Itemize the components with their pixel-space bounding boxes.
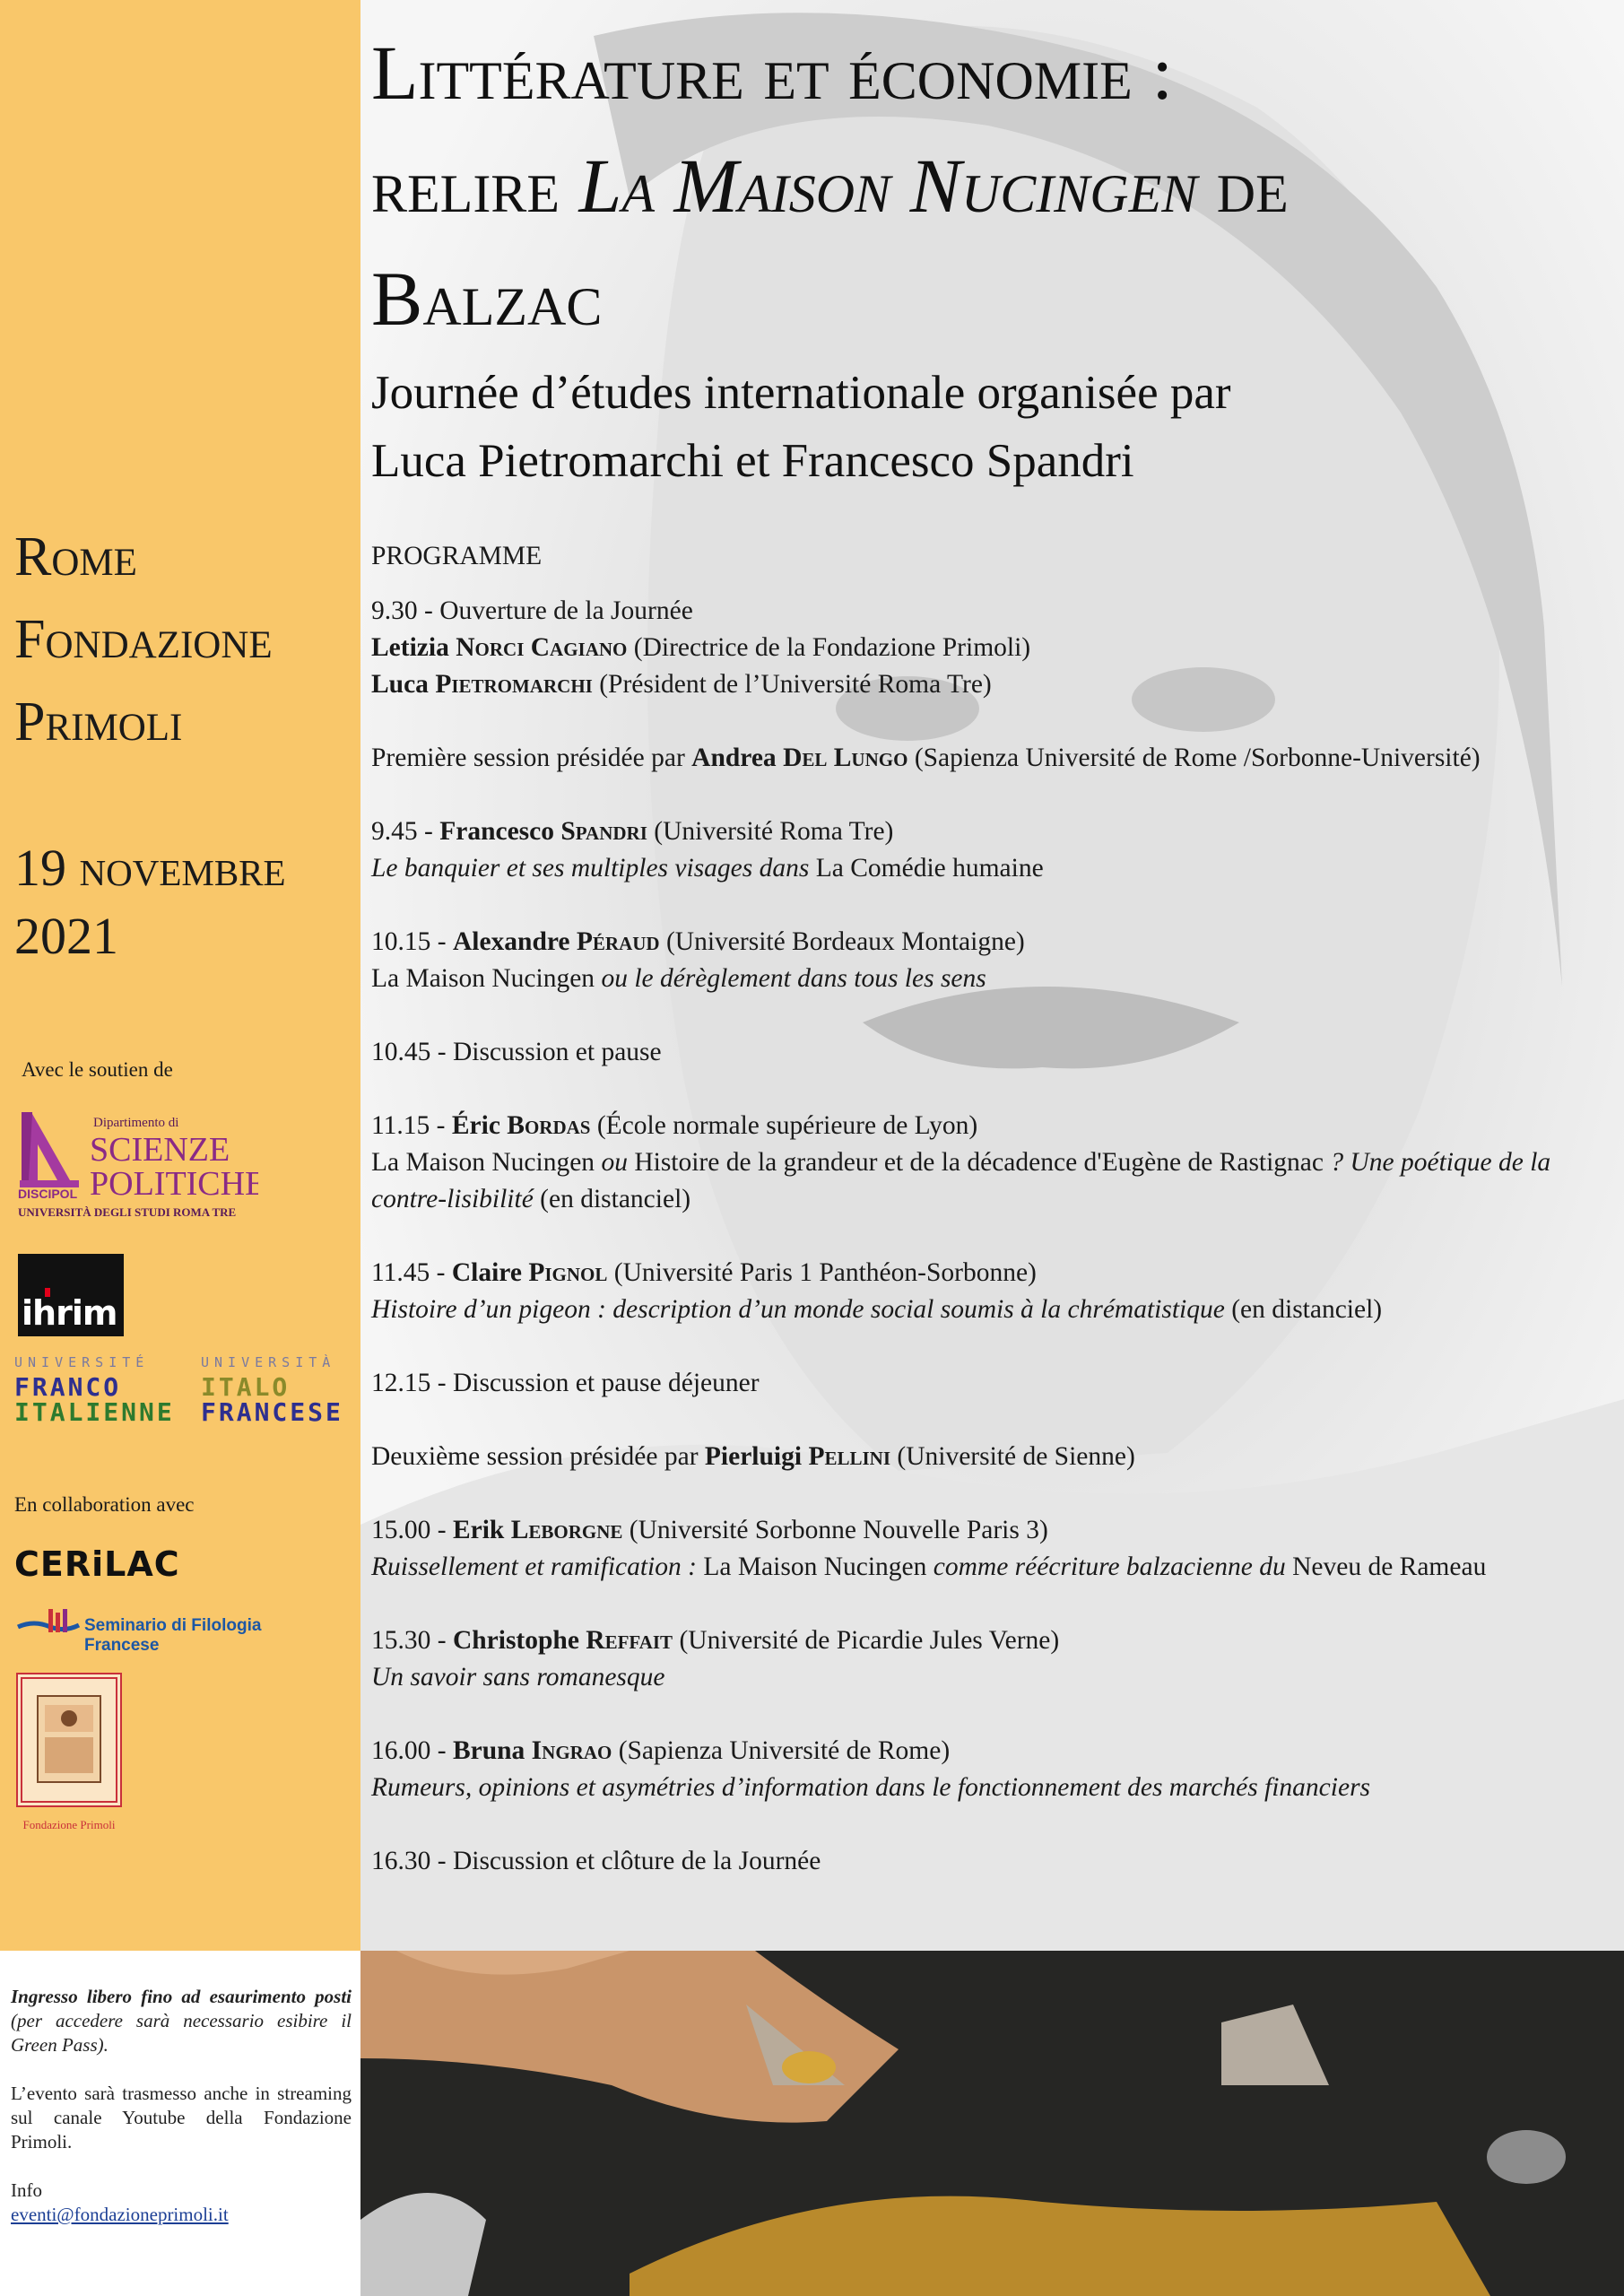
coins-painting [360, 1951, 1624, 2296]
speaker-first: Alexandre [452, 927, 577, 956]
talk-title: ou le dérèglement dans tous les sens [595, 964, 986, 993]
chair-last: Del Lungo [783, 744, 908, 772]
venue-line-2: Fondazione [14, 609, 273, 670]
session-label: Deuxième session présidée par [371, 1442, 705, 1471]
speaker-affiliation: (Université de Picardie Jules Verne) [673, 1626, 1060, 1655]
speaker-last: Pignol [528, 1258, 608, 1287]
logo-semfil-text: Seminario di Filologia Francese [84, 1616, 262, 1655]
speaker-last: Leborgne [510, 1516, 623, 1544]
closing-item: 16.30 - Discussion et clôture de la Journée [371, 1847, 821, 1875]
speaker-last: Pietromarchi [435, 670, 593, 699]
logo-ihrim-text: ihrim [22, 1293, 117, 1333]
talk-title: ou [595, 1148, 628, 1177]
green-pass-note: (per accedere sarà necessario esibire il Green Pass). [11, 2010, 352, 2056]
talk-time: 10.15 - [371, 927, 453, 956]
speaker-last: Norci Cagiano [456, 633, 628, 662]
speaker-affiliation: (Université Paris 1 Panthéon-Sorbonne) [607, 1258, 1037, 1287]
speaker-first: Christophe [452, 1626, 586, 1655]
session-1-header [371, 740, 1605, 777]
talk-title: La Maison Nucingen [371, 964, 595, 993]
page-title [371, 16, 1609, 355]
title-line-2-post: de [1197, 143, 1289, 229]
fondazione-primoli-logo [16, 1673, 122, 1831]
talk-item [371, 813, 1605, 887]
subtitle-line-1: Journée d’études internationale organisée par [371, 367, 1231, 419]
scienze-politiche-logo [16, 1109, 258, 1225]
title-line-2-pre: relire [371, 143, 579, 229]
chair-affiliation: (Sapienza Université de Rome /Sorbonne-Université) [908, 744, 1481, 772]
venue [14, 516, 273, 763]
logo-primoli-text: Fondazione Primoli [22, 1818, 116, 1831]
talk-time: 9.45 - [371, 817, 440, 846]
support-label: Avec le soutien de [22, 1058, 173, 1081]
talk-item [371, 1733, 1605, 1806]
talk-time: 16.00 - [371, 1736, 453, 1765]
speaker-affiliation: (Président de l’Université Roma Tre) [592, 670, 992, 699]
talk-time: 15.30 - [371, 1626, 453, 1655]
speaker-affiliation: (École normale supérieure de Lyon) [590, 1111, 978, 1140]
speaker-affiliation: (Directrice de la Fondazione Primoli) [627, 633, 1031, 662]
contact-email-link[interactable]: eventi@fondazioneprimoli.it [11, 2204, 229, 2225]
logo-ufi-small-left: UNIVERSITÉ [14, 1354, 150, 1370]
info-label: Info [11, 2179, 42, 2201]
talk-title: ? Une poétique de la contre-lisibilité [371, 1148, 1551, 1213]
programme [371, 538, 1605, 1917]
talk-item [371, 924, 1605, 997]
speaker-affiliation: (Sapienza Université de Rome) [612, 1736, 951, 1765]
talk-mode: (en distanciel) [1224, 1295, 1383, 1324]
talk-mode: (en distanciel) [533, 1185, 691, 1213]
speaker-last: Reffait [586, 1626, 673, 1655]
speaker-first: Éric [451, 1111, 508, 1140]
info-panel [0, 1951, 360, 2296]
talk-title: Le banquier et ses multiples visages dans [371, 854, 810, 883]
title-line-1: Littérature et économie : [371, 30, 1174, 116]
subtitle [371, 359, 1609, 495]
opening-time: 9.30 - Ouverture de la Journée [371, 596, 693, 625]
talk-time: 11.15 - [371, 1111, 452, 1140]
chair-first: Pierluigi [704, 1442, 809, 1471]
streaming-note: L’evento sarà trasmesso anche in streaming sul canale Youtube della Fondazione Primoli. [11, 2083, 352, 2152]
talk-title: Histoire d’un pigeon : description d’un monde social soumis à la chrématistique [371, 1295, 1225, 1324]
talk-title: La Maison Nucingen [371, 1148, 595, 1177]
sidebar [0, 0, 360, 1951]
logo-ufi-franco: FRANCO [14, 1372, 122, 1402]
event-date [14, 834, 286, 970]
speaker-affiliation: (Université Roma Tre) [647, 817, 894, 846]
logo-sp-line1: SCIENZE [90, 1131, 230, 1169]
date-year: 2021 [14, 907, 118, 965]
subtitle-line-2: Luca Pietromarchi et Francesco Spandri [371, 435, 1134, 487]
talk-title: Rumeurs, opinions et asymétries d’information dans le fonctionnement des marchés financiers [371, 1773, 1371, 1802]
talk-item [371, 1108, 1605, 1218]
opening-block [371, 593, 1605, 703]
cerilac-logo [14, 1544, 180, 1584]
logo-ufi-italienne: ITALIENNE [14, 1397, 175, 1427]
chair-first: Andrea [691, 744, 784, 772]
venue-line-1: Rome [14, 526, 137, 587]
talk-title: comme réécriture balzacienne du [926, 1552, 1286, 1581]
date-month: novembre [79, 839, 286, 897]
talk-item [371, 1622, 1605, 1696]
logo-sp-dept: Dipartimento di [93, 1116, 179, 1130]
logo-ufi-francese: FRANCESE [201, 1397, 343, 1427]
universite-franco-italienne-logo [14, 1354, 359, 1426]
logo-sp-univ: UNIVERSITÀ DEGLI STUDI ROMA TRE [18, 1205, 237, 1219]
speaker-first: Luca [371, 670, 436, 699]
entry-notice: Ingresso libero fino ad esaurimento posti [11, 1986, 352, 2007]
title-line-2-book: La Maison Nucingen [578, 143, 1198, 229]
talk-time: 15.00 - [371, 1516, 453, 1544]
talk-time: 11.45 - [371, 1258, 452, 1287]
ihrim-logo [18, 1254, 124, 1336]
chair-last: Pellini [808, 1442, 890, 1471]
talk-title: Un savoir sans romanesque [371, 1663, 665, 1692]
session-2-header [371, 1439, 1605, 1475]
speaker-affiliation: (Université Sorbonne Nouvelle Paris 3) [622, 1516, 1048, 1544]
logo-cerilac-a: CERi [14, 1544, 105, 1584]
programme-heading: PROGRAMME [371, 542, 543, 570]
speaker-last: Bordas [507, 1111, 591, 1140]
logo-ufi-italo: ITALO [201, 1372, 291, 1402]
logo-ufi-small-right: UNIVERSITÀ [201, 1354, 336, 1370]
title-line-3: Balzac [371, 256, 603, 342]
talk-title: Ruissellement et ramification : [371, 1552, 697, 1581]
speaker-first: Erik [452, 1516, 511, 1544]
logo-sp-line2: POLITICHE [90, 1165, 258, 1203]
speaker-first: Francesco [439, 817, 561, 846]
talk-title: Histoire de la grandeur et de la décadence d'Eugène de Rastignac [627, 1148, 1324, 1177]
break-item: 12.15 - Discussion et pause déjeuner [371, 1369, 760, 1397]
chair-affiliation: (Université de Sienne) [890, 1442, 1135, 1471]
logo-cerilac-b: LAC [104, 1544, 180, 1584]
speaker-last: Péraud [576, 927, 660, 956]
collaboration-label: En collaboration avec [14, 1493, 195, 1516]
venue-line-3: Primoli [14, 691, 183, 752]
speaker-last: Ingrao [531, 1736, 612, 1765]
talk-title: Neveu de Rameau [1285, 1552, 1487, 1581]
speaker-first: Claire [451, 1258, 529, 1287]
break-item: 10.45 - Discussion et pause [371, 1038, 662, 1066]
speaker-first: Bruna [452, 1736, 532, 1765]
talk-item [371, 1255, 1605, 1328]
talk-title: La Comédie humaine [809, 854, 1044, 883]
seminario-filologia-logo [16, 1607, 339, 1655]
session-label: Première session présidée par [371, 744, 692, 772]
speaker-affiliation: (Université Bordeaux Montaigne) [659, 927, 1025, 956]
date-day: 19 [14, 839, 66, 897]
speaker-last: Spandri [560, 817, 647, 846]
logo-discipol: DISCIPOL [18, 1187, 78, 1201]
talk-item [371, 1512, 1605, 1586]
talk-title: La Maison Nucingen [696, 1552, 927, 1581]
speaker-first: Letizia [371, 633, 456, 662]
